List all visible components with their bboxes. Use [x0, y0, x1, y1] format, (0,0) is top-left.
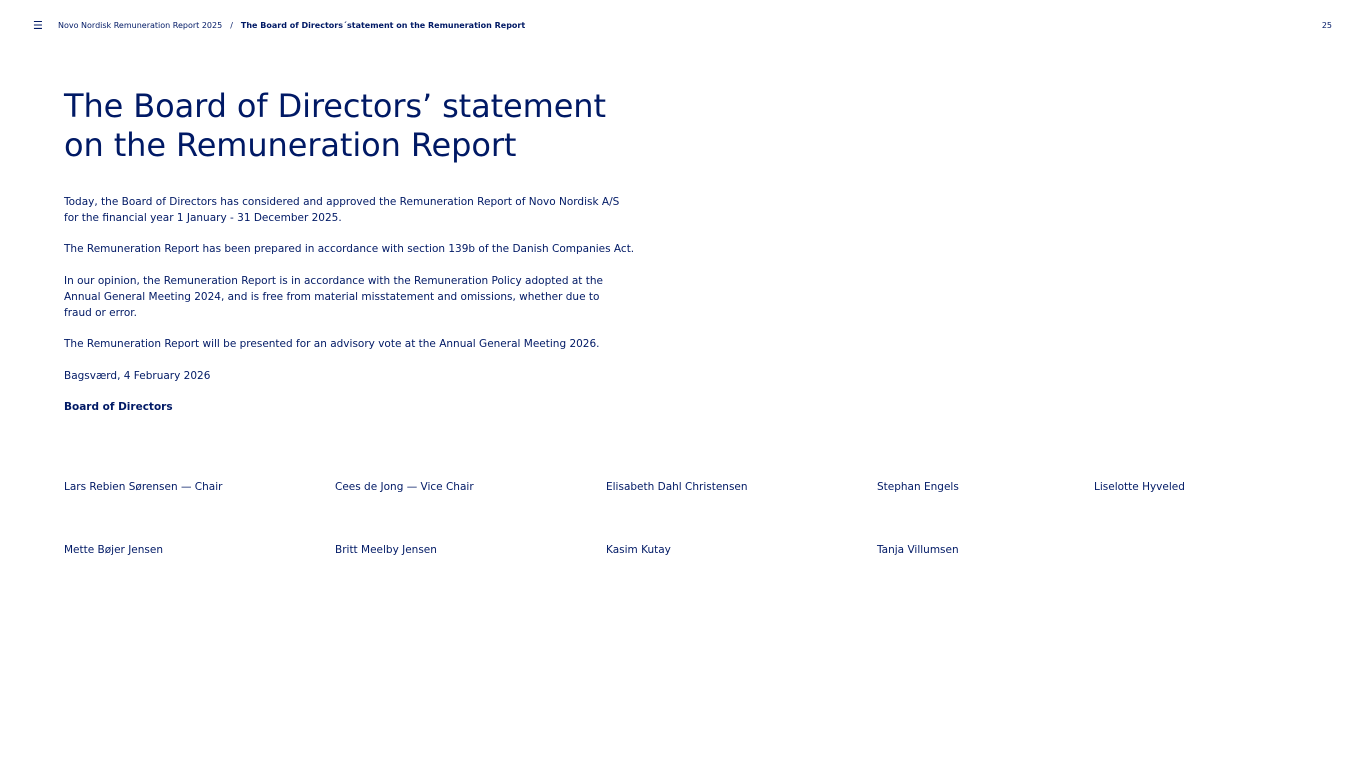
- statement-paragraph-opinion: [64, 274, 624, 321]
- page-title-line-2: on the Remuneration Report: [64, 126, 517, 164]
- statement-paragraph-approval-line-2: for the financial year 1 January - 31 December 2025.: [64, 211, 342, 224]
- statement-paragraph-compliance: [64, 242, 635, 258]
- signatory: Stephan Engels: [877, 481, 959, 493]
- signatory: Britt Meelby Jensen: [335, 544, 437, 556]
- breadcrumb-current-page: The Board of Directors´statement on the Remuneration Report: [240, 21, 526, 30]
- statement-paragraph-compliance-line-1: The Remuneration Report has been prepared in accordance with section 139b of the Danish Companies Act.: [64, 243, 635, 256]
- statement-paragraph-approval-line-1: Today, the Board of Directors has considered and approved the Remuneration Report of Novo Nordisk A/S: [64, 196, 620, 208]
- breadcrumb-separator: /: [230, 21, 233, 30]
- signatory: Liselotte Hyveled: [1094, 481, 1185, 493]
- page-title-line-1: The Board of Directors’ statement: [64, 87, 606, 125]
- page-title: [64, 87, 606, 165]
- signatory: Tanja Villumsen: [877, 544, 959, 556]
- signatory: Kasim Kutay: [606, 544, 671, 556]
- hamburger-menu-icon[interactable]: ☰: [33, 19, 43, 32]
- signatory-chair: Lars Rebien Sørensen — Chair: [64, 481, 223, 493]
- board-heading: [64, 400, 624, 416]
- statement-paragraph-opinion-line-3: fraud or error.: [64, 306, 137, 319]
- place-and-date-text: Bagsværd, 4 February 2026: [64, 369, 211, 382]
- statement-paragraph-opinion-line-2: Annual General Meeting 2024, and is free from material misstatement and omissions, whether due to: [64, 290, 600, 303]
- statement-body: [64, 195, 635, 432]
- board-heading-text: Board of Directors: [64, 401, 173, 414]
- breadcrumb-root-link[interactable]: Novo Nordisk Remuneration Report 2025: [58, 21, 223, 30]
- page-number: 25: [1321, 21, 1332, 30]
- statement-paragraph-advisory-vote: [64, 337, 624, 353]
- signatory-vice-chair: Cees de Jong — Vice Chair: [335, 481, 474, 493]
- place-and-date: [64, 369, 624, 385]
- signatory: Mette Bøjer Jensen: [64, 544, 164, 556]
- statement-paragraph-advisory-vote-line-1: The Remuneration Report will be presented for an advisory vote at the Annual General Meeting 2026.: [64, 338, 600, 351]
- statement-paragraph-opinion-line-1: In our opinion, the Remuneration Report is in accordance with the Remuneration Policy adopted at the: [64, 274, 603, 287]
- breadcrumb: [58, 20, 525, 32]
- signatory: Elisabeth Dahl Christensen: [606, 481, 748, 493]
- statement-paragraph-approval: [64, 195, 624, 227]
- top-bar: [0, 0, 1365, 52]
